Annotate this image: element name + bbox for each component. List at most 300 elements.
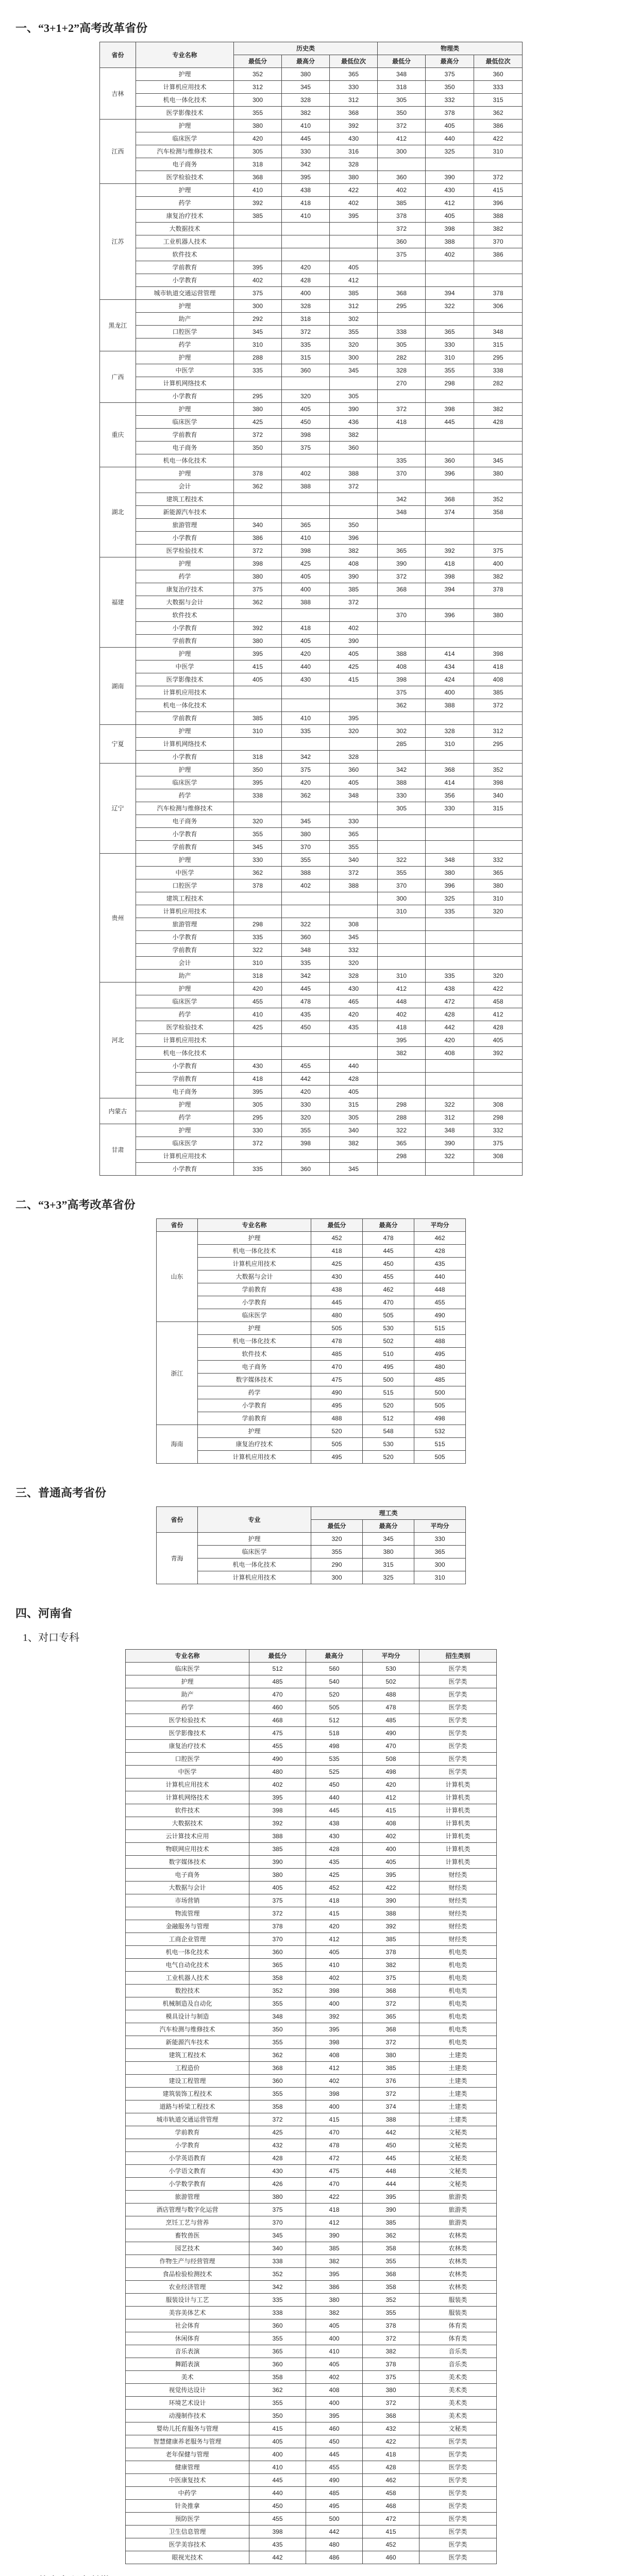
table-row: [99, 905, 522, 918]
cell-value: 305: [329, 1111, 377, 1124]
cell-value: 402: [306, 2371, 363, 2384]
cell-major: 口腔医学: [136, 879, 233, 892]
table-row: [99, 557, 522, 570]
cell-value: 282: [378, 351, 426, 364]
cell-value: 345: [249, 2229, 306, 2242]
table-row: [157, 1309, 466, 1322]
cell-value: [329, 235, 377, 248]
table-row: [99, 171, 522, 184]
cell-value: 520: [311, 1425, 363, 1438]
table-row: [156, 1558, 465, 1571]
cell-major: 药学: [136, 789, 233, 802]
table-row: [99, 712, 522, 725]
cell-value: 535: [306, 1753, 363, 1766]
cell-value: 448: [414, 1283, 466, 1296]
cell-value: 328: [329, 751, 377, 764]
cell-value: 425: [311, 1258, 363, 1270]
cell-value: 332: [474, 1124, 523, 1137]
cell-value: 432: [363, 2422, 419, 2435]
cell-value: 308: [474, 1098, 523, 1111]
cell-value: [474, 1060, 523, 1073]
cell-value: 480: [414, 1361, 466, 1374]
cell-value: 352: [249, 2268, 306, 2281]
cell-major: 建设工程管理: [126, 2075, 249, 2088]
table-row: [126, 2461, 497, 2474]
cell-value: 285: [378, 738, 426, 751]
cell-value: 402: [329, 197, 377, 210]
cell-value: [281, 686, 329, 699]
cell-value: 372: [363, 2036, 419, 2049]
cell-value: 402: [426, 248, 474, 261]
table-row: [157, 1361, 466, 1374]
cell-value: 452: [311, 1232, 363, 1245]
cell-value: 442: [306, 2526, 363, 2538]
table-row: [126, 1946, 497, 1959]
cell-value: 305: [378, 94, 426, 107]
cell-value: 338: [233, 789, 281, 802]
cell-value: [474, 815, 523, 828]
cell-value: 374: [426, 506, 474, 519]
table-row: [99, 738, 522, 751]
cell-value: 355: [233, 107, 281, 120]
cell-value: 405: [249, 1882, 306, 1894]
cell-value: 375: [363, 1972, 419, 1985]
cell-value: 395: [233, 648, 281, 660]
cell-value: [474, 480, 523, 493]
cell-value: 医学类: [419, 2526, 497, 2538]
table-row: [157, 1451, 466, 1464]
cell-value: 378: [249, 1920, 306, 1933]
cell-province: 湖北: [99, 467, 136, 557]
cell-major: 护理: [136, 982, 233, 995]
cell-value: 450: [306, 1778, 363, 1791]
cell-major: 机电一体化技术: [198, 1245, 311, 1258]
cell-value: 385: [233, 712, 281, 725]
cell-value: 395: [306, 2023, 363, 2036]
score-table-henan-vocational: [125, 1649, 497, 2564]
cell-value: 490: [311, 1386, 363, 1399]
header-avg: 最高分: [363, 1219, 414, 1232]
cell-value: 390: [378, 557, 426, 570]
cell-value: 365: [378, 1137, 426, 1150]
cell-value: 420: [426, 1034, 474, 1047]
cell-value: 382: [474, 223, 523, 235]
cell-major: 口腔医学: [136, 326, 233, 338]
cell-value: 478: [306, 2139, 363, 2152]
cell-value: 360: [474, 68, 523, 81]
cell-value: 436: [329, 416, 377, 429]
cell-value: [233, 1034, 281, 1047]
cell-major: 数字媒体技术: [126, 1856, 249, 1869]
cell-value: 548: [363, 1425, 414, 1438]
cell-value: 475: [306, 2165, 363, 2178]
cell-value: 385: [378, 197, 426, 210]
cell-major: 小学教育: [136, 931, 233, 944]
cell-value: 文秘类: [419, 2178, 497, 2191]
cell-major: 模具设计与制造: [126, 2010, 249, 2023]
cell-major: 物联网应用技术: [126, 1843, 249, 1856]
cell-value: 400: [363, 1843, 419, 1856]
cell-value: 土建类: [419, 2049, 497, 2062]
table-row: [99, 699, 522, 712]
cell-value: 医学类: [419, 2513, 497, 2526]
cell-value: 348: [281, 944, 329, 957]
cell-value: [233, 223, 281, 235]
cell-value: 435: [249, 2538, 306, 2551]
table-row: [156, 1546, 465, 1558]
cell-major: 中医康复技术: [126, 2474, 249, 2487]
cell-value: 360: [249, 1946, 306, 1959]
cell-value: 390: [426, 171, 474, 184]
cell-major: 小学教育: [136, 1163, 233, 1176]
cell-value: 农林类: [419, 2229, 497, 2242]
cell-value: 音乐类: [419, 2345, 497, 2358]
cell-major: 临床医学: [136, 1137, 233, 1150]
table-row: [157, 1258, 466, 1270]
cell-value: 424: [426, 673, 474, 686]
cell-value: 485: [249, 1675, 306, 1688]
cell-value: [233, 1047, 281, 1060]
table-row: [157, 1322, 466, 1335]
cell-value: 375: [474, 545, 523, 557]
cell-value: 498: [363, 1766, 419, 1778]
table-row: [126, 2165, 497, 2178]
table-row: [126, 2307, 497, 2319]
header-type: 招生类别: [419, 1650, 497, 1663]
section-heading: 一、“3+1+2”高考改革省份: [15, 22, 148, 35]
cell-value: 405: [474, 1034, 523, 1047]
cell-value: [426, 1163, 474, 1176]
cell-value: 430: [426, 184, 474, 197]
cell-value: 378: [474, 583, 523, 596]
cell-value: [233, 506, 281, 519]
cell-major: 小学教育: [136, 390, 233, 403]
cell-value: 368: [329, 107, 377, 120]
cell-value: 505: [414, 1451, 466, 1464]
cell-value: 390: [329, 570, 377, 583]
cell-value: 402: [233, 274, 281, 287]
cell-value: 375: [426, 68, 474, 81]
cell-value: 270: [378, 377, 426, 390]
cell-value: 452: [306, 1882, 363, 1894]
table-row: [99, 493, 522, 506]
cell-province: 山东: [157, 1232, 198, 1322]
cell-major: 动漫制作技术: [126, 2410, 249, 2422]
cell-value: 360: [329, 442, 377, 454]
cell-value: 505: [306, 1701, 363, 1714]
cell-value: 342: [378, 493, 426, 506]
cell-value: 音乐类: [419, 2358, 497, 2371]
cell-value: [281, 609, 329, 622]
cell-value: 335: [233, 364, 281, 377]
table-row: [126, 1804, 497, 1817]
table-row: [126, 2268, 497, 2281]
cell-value: 478: [363, 1701, 419, 1714]
cell-value: 330: [426, 338, 474, 351]
cell-value: 422: [329, 184, 377, 197]
table-row: [157, 1425, 466, 1438]
table-row: [99, 1060, 522, 1073]
cell-value: 398: [378, 673, 426, 686]
cell-value: [281, 1150, 329, 1163]
table-row: [99, 570, 522, 583]
cell-value: 395: [233, 776, 281, 789]
score-table-general: [156, 1506, 466, 1584]
cell-value: 515: [414, 1438, 466, 1451]
cell-value: 428: [426, 1008, 474, 1021]
cell-value: [474, 313, 523, 326]
cell-value: 396: [474, 197, 523, 210]
cell-major: 小学数学教育: [126, 2178, 249, 2191]
cell-value: 320: [311, 1533, 362, 1546]
cell-value: [474, 442, 523, 454]
cell-major: 计算机应用技术: [198, 1258, 311, 1270]
cell-value: 368: [233, 171, 281, 184]
table-row: [126, 2500, 497, 2513]
table-row: [99, 81, 522, 94]
cell-value: 425: [233, 416, 281, 429]
cell-value: 415: [306, 1907, 363, 1920]
header-major: 专业名称: [126, 1650, 249, 1663]
cell-value: 345: [233, 841, 281, 854]
cell-value: [474, 596, 523, 609]
cell-value: [378, 519, 426, 532]
cell-value: 318: [233, 970, 281, 982]
cell-value: [329, 699, 377, 712]
cell-value: 386: [233, 532, 281, 545]
table-row: [126, 2191, 497, 2204]
header-physics: 物理类: [378, 42, 523, 55]
cell-major: 美容美体艺术: [126, 2307, 249, 2319]
cell-value: 478: [363, 1232, 414, 1245]
cell-value: 农林类: [419, 2281, 497, 2294]
cell-major: 物流管理: [126, 1907, 249, 1920]
cell-value: 305: [378, 802, 426, 815]
cell-value: 428: [306, 1843, 363, 1856]
cell-value: 360: [281, 1163, 329, 1176]
cell-major: 小学教育: [136, 274, 233, 287]
cell-value: 415: [306, 2113, 363, 2126]
cell-major: 软件技术: [126, 1804, 249, 1817]
cell-value: 442: [281, 1073, 329, 1086]
header-history: 历史类: [233, 42, 377, 55]
cell-value: [474, 944, 523, 957]
table-row: [126, 2551, 497, 2564]
cell-value: 420: [363, 1778, 419, 1791]
cell-value: [426, 313, 474, 326]
cell-value: 378: [363, 1946, 419, 1959]
cell-value: 378: [233, 879, 281, 892]
cell-value: 418: [281, 197, 329, 210]
cell-value: 370: [249, 1933, 306, 1946]
table-row: [99, 467, 522, 480]
cell-major: 新能源汽车技术: [126, 2036, 249, 2049]
cell-value: 医学类: [419, 1701, 497, 1714]
cell-value: 350: [329, 519, 377, 532]
cell-major: 助产: [126, 1688, 249, 1701]
cell-value: 412: [378, 132, 426, 145]
table-row: [126, 2216, 497, 2229]
cell-value: 396: [329, 532, 377, 545]
cell-major: 护理: [136, 351, 233, 364]
cell-major: 眼视光技术: [126, 2551, 249, 2564]
cell-value: 312: [426, 1111, 474, 1124]
cell-value: 335: [281, 957, 329, 970]
cell-value: 425: [249, 2126, 306, 2139]
cell-value: 土建类: [419, 2113, 497, 2126]
cell-value: 355: [426, 364, 474, 377]
header-province: 省份: [99, 42, 136, 68]
cell-value: 405: [233, 673, 281, 686]
cell-value: 305: [233, 1098, 281, 1111]
cell-major: 汽车检测与维修技术: [136, 145, 233, 158]
section-general: [0, 1484, 622, 1584]
cell-major: 计算机应用技术: [136, 686, 233, 699]
cell-value: 458: [363, 2487, 419, 2500]
table-row: [99, 120, 522, 132]
cell-value: 490: [306, 2474, 363, 2487]
cell-value: 445: [311, 1296, 363, 1309]
cell-value: 398: [306, 2088, 363, 2100]
table-row: [157, 1335, 466, 1348]
cell-value: 362: [378, 699, 426, 712]
cell-value: 财经类: [419, 1920, 497, 1933]
cell-major: 旅游管理: [136, 918, 233, 931]
cell-value: 498: [306, 1740, 363, 1753]
table-row: [126, 1830, 497, 1843]
cell-value: 400: [306, 1997, 363, 2010]
table-row: [126, 1882, 497, 1894]
cell-value: 372: [233, 1137, 281, 1150]
cell-value: 442: [249, 2551, 306, 2564]
cell-value: 282: [474, 377, 523, 390]
cell-value: 375: [281, 442, 329, 454]
cell-value: 322: [378, 1124, 426, 1137]
cell-value: 392: [249, 1817, 306, 1830]
cell-value: 315: [362, 1558, 414, 1571]
table-row: [99, 274, 522, 287]
section-3-1-2: [0, 20, 622, 1176]
cell-province: 海南: [157, 1425, 198, 1464]
cell-major: 学前教育: [198, 1412, 311, 1425]
table-row: [99, 635, 522, 648]
cell-value: 385: [363, 2216, 419, 2229]
cell-value: 机电类: [419, 1997, 497, 2010]
cell-value: 410: [281, 532, 329, 545]
cell-value: 355: [378, 867, 426, 879]
cell-major: 园艺技术: [126, 2242, 249, 2255]
cell-value: [474, 1073, 523, 1086]
cell-major: 小学教育: [198, 1296, 311, 1309]
cell-major: 小学英语教育: [126, 2152, 249, 2165]
cell-value: 298: [378, 1098, 426, 1111]
cell-value: [233, 454, 281, 467]
table-row: [99, 68, 522, 81]
cell-major: 汽车检测与维修技术: [126, 2023, 249, 2036]
cell-value: 452: [363, 2538, 419, 2551]
cell-value: 405: [281, 403, 329, 416]
cell-value: [426, 751, 474, 764]
cell-value: 470: [363, 1740, 419, 1753]
cell-province: 福建: [99, 557, 136, 648]
cell-value: 560: [306, 1663, 363, 1675]
cell-value: 322: [378, 854, 426, 867]
cell-major: 计算机应用技术: [136, 905, 233, 918]
cell-value: [281, 1047, 329, 1060]
cell-value: 495: [311, 1399, 363, 1412]
cell-value: 402: [329, 622, 377, 635]
table-row: [126, 2242, 497, 2255]
table-row: [99, 287, 522, 300]
cell-value: [426, 1060, 474, 1073]
cell-value: 355: [281, 1124, 329, 1137]
cell-value: [378, 1163, 426, 1176]
table-row: [126, 2049, 497, 2062]
cell-value: 306: [474, 300, 523, 313]
cell-value: 机电类: [419, 1985, 497, 1997]
cell-value: 405: [363, 1856, 419, 1869]
cell-value: 290: [311, 1558, 362, 1571]
cell-value: 355: [249, 2397, 306, 2410]
cell-value: 345: [281, 815, 329, 828]
cell-value: [378, 918, 426, 931]
table-row: [99, 944, 522, 957]
header-max: 平均分: [363, 1650, 419, 1663]
cell-value: 502: [363, 1675, 419, 1688]
table-row: [99, 982, 522, 995]
cell-value: 372: [281, 326, 329, 338]
cell-value: [474, 532, 523, 545]
cell-value: 394: [426, 287, 474, 300]
cell-value: 382: [363, 2345, 419, 2358]
cell-value: 348: [249, 2010, 306, 2023]
header-avg: 最高分: [426, 55, 474, 68]
cell-value: 292: [233, 313, 281, 326]
table-row: [99, 235, 522, 248]
cell-major: 计算机应用技术: [126, 1778, 249, 1791]
cell-value: 378: [363, 2358, 419, 2371]
table-row: [126, 2397, 497, 2410]
cell-value: 402: [281, 879, 329, 892]
cell-value: 408: [363, 1817, 419, 1830]
cell-value: 320: [329, 957, 377, 970]
cell-major: 护理: [136, 725, 233, 738]
cell-major: 护理: [136, 300, 233, 313]
cell-value: [426, 841, 474, 854]
cell-value: 330: [378, 789, 426, 802]
cell-value: 370: [249, 2216, 306, 2229]
cell-value: 342: [378, 764, 426, 776]
cell-value: 405: [281, 635, 329, 648]
cell-value: 355: [249, 2088, 306, 2100]
cell-value: 378: [474, 287, 523, 300]
cell-value: 文秘类: [419, 2422, 497, 2435]
cell-major: 机电一体化技术: [136, 94, 233, 107]
cell-value: 380: [426, 867, 474, 879]
cell-value: 370: [281, 841, 329, 854]
cell-value: 310: [378, 970, 426, 982]
cell-major: 数控技术: [126, 1985, 249, 1997]
cell-value: [378, 712, 426, 725]
cell-value: 410: [306, 2345, 363, 2358]
cell-value: [426, 815, 474, 828]
table-row: [156, 1533, 465, 1546]
cell-value: 295: [233, 390, 281, 403]
cell-value: 288: [233, 351, 281, 364]
table-row: [126, 2036, 497, 2049]
cell-province: 江苏: [99, 184, 136, 300]
cell-major: 中药学: [126, 2487, 249, 2500]
